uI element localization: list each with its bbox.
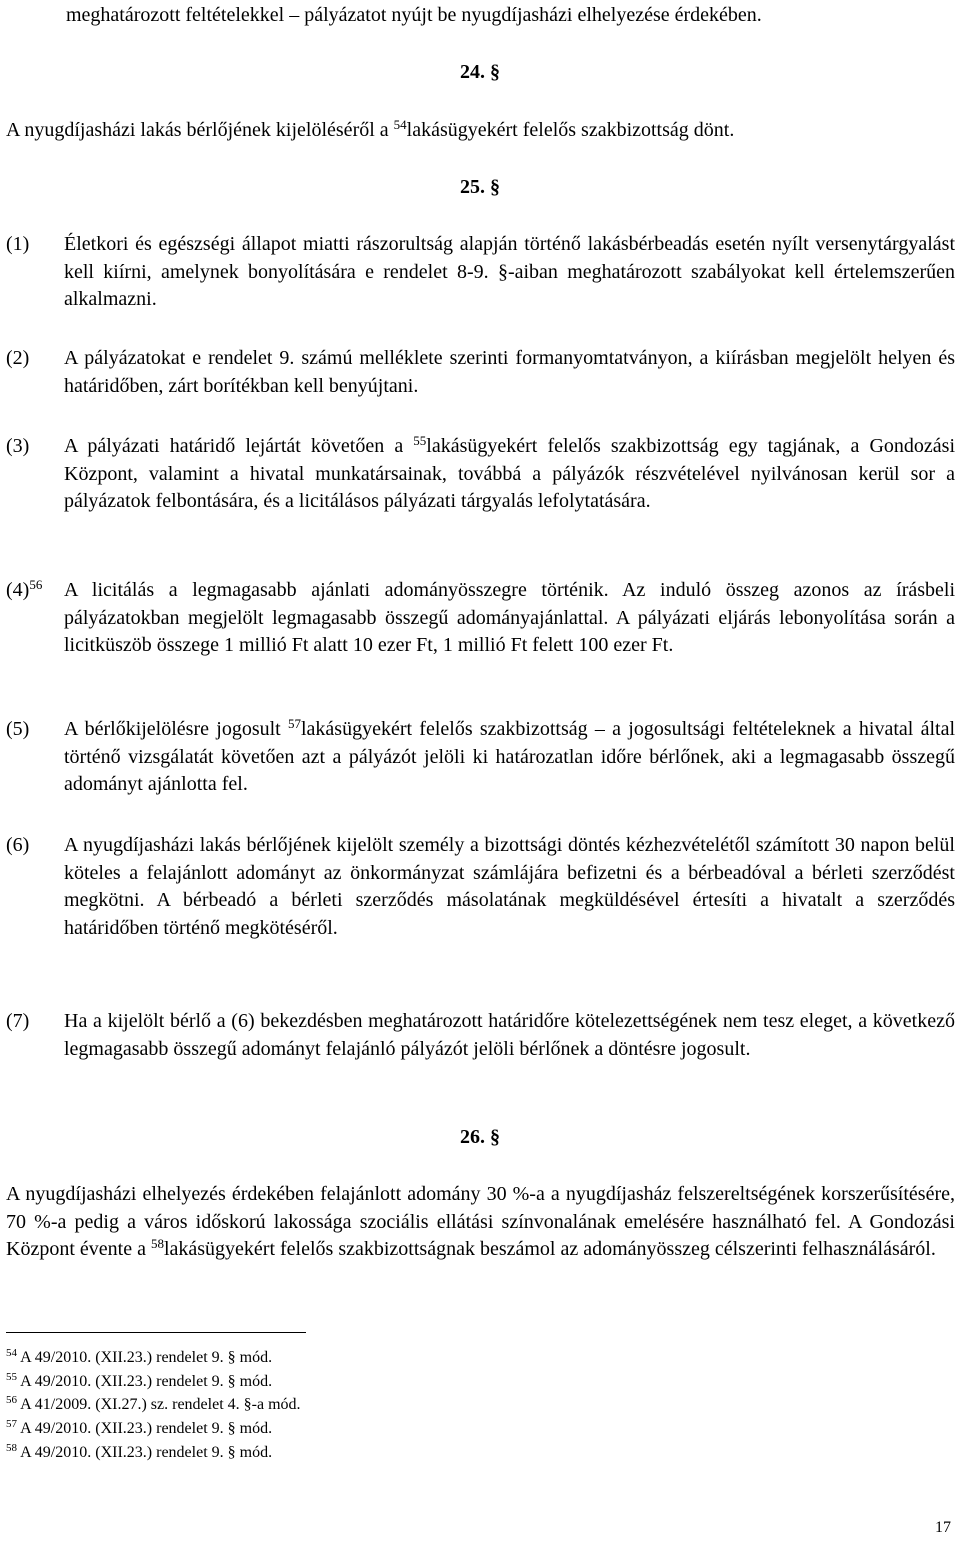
footnote-ref-57[interactable]: 57 [287, 716, 301, 731]
paragraph-number: (5) [6, 718, 30, 740]
page-number: 17 [935, 1519, 951, 1536]
paragraph-2-text: A pályázatokat e rendelet 9. számú melléklete szerinti formanyomtatványon, a kiírásban megjelölt helyen és határidőben, zárt borítékban kell benyújtani. [64, 347, 955, 397]
paragraph-number: $(4)^{56}$ [6, 577, 43, 601]
section-24-heading: 24. § [460, 61, 500, 83]
paragraph-6-text: A nyugdíjasházi lakás bérlőjének kijelölt személy a bizottsági döntés kézhezvételétől számított 30 napon belül köteles a felajánlott adományt az önkormányzat számlájára befizetni és a bérbeadóval a bérleti szerződést megkötni. A bérbeadó a bérleti szerződés másolatának megküldésével értesíti a hivatalt a szerződés határidőben történő megkötéséről. [64, 834, 955, 939]
paragraph-5-text: A bérlőkijelölésre jogosult $^{57}$lakásügyekért felelős szakbizottság – a jogosultsági feltételeknek a hivatal által történő vizsgálatát követően azt a pályázót jelöli ki határozatlan időre bérlőnek, aki a legmagasabb összegű adományt ajánlotta fel. [64, 716, 956, 795]
footnote: $^{58}$ A 49/2010. (XII.23.) rendelet 9. § mód. [6, 1442, 273, 1461]
paragraph-number: (2) [6, 347, 30, 369]
paragraph-3-text: A pályázati határidő lejártát követően a $^{55}$lakásügyekért felelős szakbizottság egy tagjának, a Gondozási Központ, valamint a hivatal munkatársainak, továbbá a pályázók részvételével nyilvánosan kerül sor a pályázatok felbontására, és a licitálásos pályázati tárgyalás lefolytatására. [64, 433, 955, 512]
footnote: $^{54}$ A 49/2010. (XII.23.) rendelet 9. § mód. [6, 1347, 273, 1366]
section-26-text: A nyugdíjasházi elhelyezés érdekében felajánlott adomány 30 %-a a nyugdíjasház felszereltségének korszerűsítésére, 70 %-a pedig a város időskorú lakossága szociális ellátási színvonalának emelésére használható fel. A Gondozási Központ évente a $^{58}$lakásügyekért felelős szakbizottságnak beszámol az adományösszeg célszerinti felhasználásáról. [6, 1183, 955, 1260]
paragraph-number: (3) [6, 435, 30, 457]
paragraph-number: (7) [6, 1010, 30, 1032]
footnote-ref-54[interactable]: 54 [393, 117, 407, 132]
paragraph-7-text: Ha a kijelölt bérlő a (6) bekezdésben meghatározott határidőre kötelezettségének nem tesz eleget, a következő legmagasabb összegű adományt felajánló pályázót jelöli bérlőnek a döntésre jogosult. [64, 1010, 955, 1060]
footnote: $^{57}$ A 49/2010. (XII.23.) rendelet 9. § mód. [6, 1418, 273, 1437]
footnote: $^{55}$ A 49/2010. (XII.23.) rendelet 9. § mód. [6, 1371, 273, 1390]
footnote-ref-56[interactable]: 56 [29, 577, 43, 592]
paragraph-number: (1) [6, 233, 30, 255]
footnote-ref-58[interactable]: 58 [150, 1236, 164, 1251]
paragraph-1-text: Életkori és egészségi állapot miatti rászorultság alapján történő lakásbérbeadás esetén nyílt versenytárgyalást kell kiírni, amelynek bonyolítására e rendelet 8-9. §-aiban meghatározott szabályokat kell értelemszerűen alkalmazni. [64, 233, 955, 310]
paragraph-number: (6) [6, 834, 30, 856]
footnote: $^{56}$ A 41/2009. (XI.27.) sz. rendelet 4. §-a mód. [6, 1394, 301, 1413]
section-25-heading: 25. § [460, 176, 500, 198]
section-24-text: A nyugdíjasházi lakás bérlőjének kijelöléséről a $^{54}$lakásügyekért felelős szakbizottság dönt. [6, 117, 735, 141]
paragraph-4-text: A licitálás a legmagasabb ajánlati adományösszegre történik. Az induló összeg azonos az írásbeli pályázatokban megjelölt legmagasabb összegű adományajánlattal. A pályázati eljárás lebonyolítása során a licitküszöb összege 1 millió Ft alatt 10 ezer Ft, 1 millió Ft felett 100 ezer Ft. [64, 579, 955, 656]
section-26-heading: 26. § [460, 1126, 500, 1148]
footnote-ref-55[interactable]: 55 [413, 433, 427, 448]
footnote-separator [6, 1332, 306, 1333]
intro-line: meghatározott feltételekkel – pályázatot nyújt be nyugdíjasházi elhelyezése érdekében. [66, 4, 762, 26]
